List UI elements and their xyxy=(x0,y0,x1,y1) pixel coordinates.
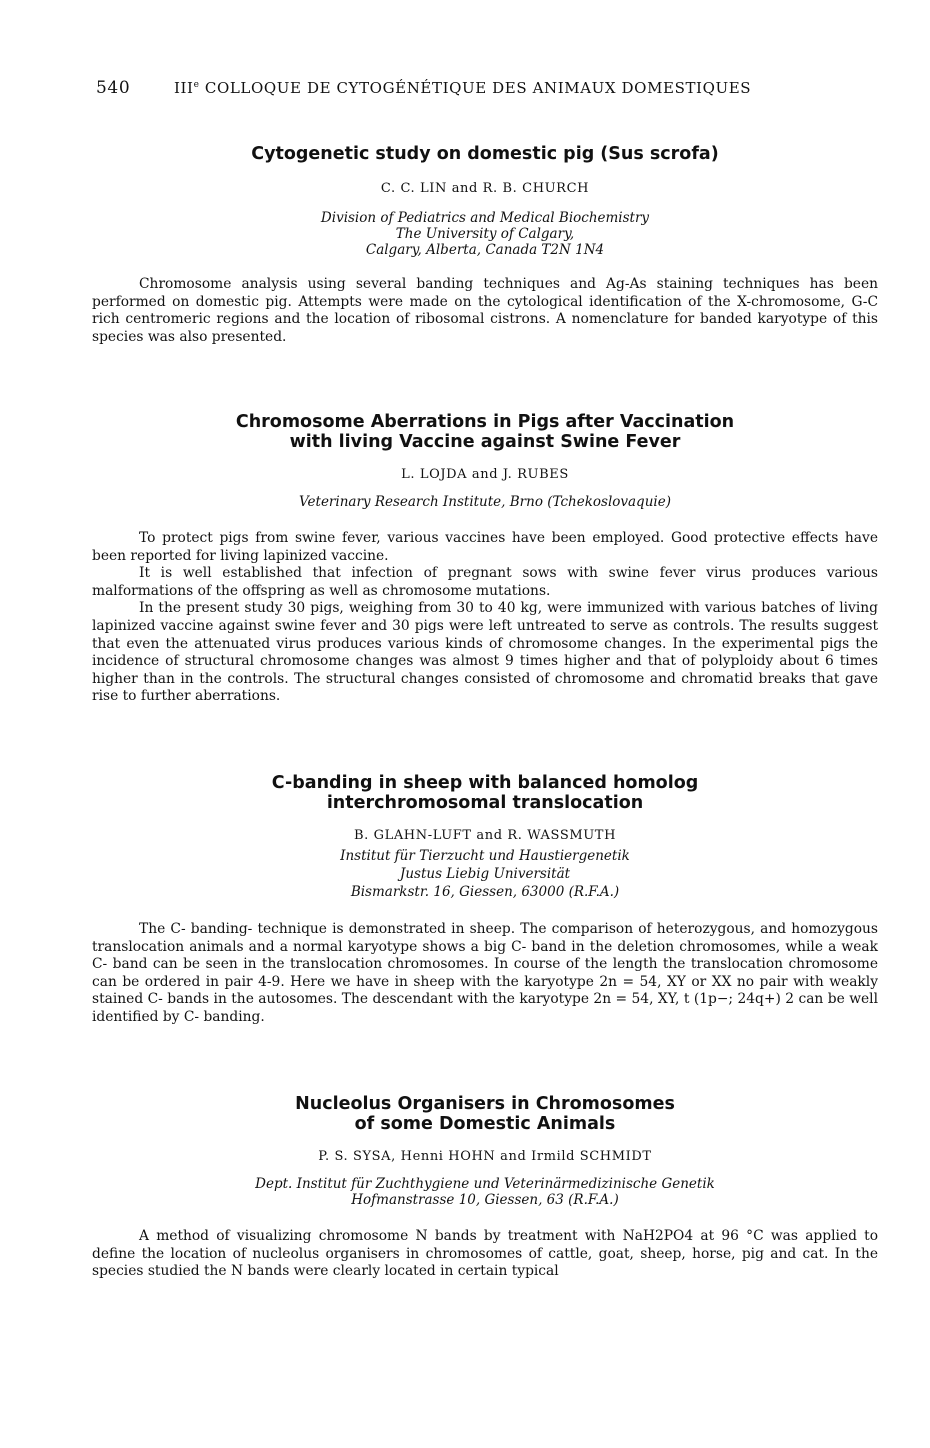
abstract-paragraph: To protect pigs from swine fever, various vaccines have been employed. Good protective effects have been reported for living lapinized vaccine. xyxy=(92,530,878,564)
article-abstract xyxy=(92,276,878,346)
article-1 xyxy=(92,144,878,346)
article-title: C-banding in sheep with balanced homolog interchromosomal translocation xyxy=(271,773,699,813)
abstract-paragraph: Chromosome analysis using several banding techniques and Ag-As staining techniques has been performed on domestic pig. Attempts were made on the cytological identification of the X-chromosome, G-C rich centromeric regions and the location of ribosomal cistrons. A nomenclature for banded karyotype of this species was also presented. xyxy=(92,276,878,345)
article-authors: C. C. LIN and R. B. CHURCH xyxy=(380,181,590,196)
article-2 xyxy=(92,412,878,706)
article-3 xyxy=(92,773,878,1027)
page-number: 540 xyxy=(96,78,131,98)
colloque-roman-number: III xyxy=(174,79,194,97)
article-affiliation: Division of Pediatrics and Medical Biochemistry The University of Calgary, Calgary, Alberta, Canada T2N 1N4 xyxy=(320,210,650,258)
article-authors: P. S. SYSA, Henni HOHN and Irmild SCHMIDT xyxy=(318,1149,652,1164)
article-affiliation: Veterinary Research Institute, Brno (Tchekoslovaquie) xyxy=(299,494,671,510)
running-header xyxy=(96,78,816,98)
article-affiliation: Dept. Institut für Zuchthygiene und Veterinärmedizinische Genetik Hofmanstrasse 10, Giessen, 63 (R.F.A.) xyxy=(255,1176,715,1208)
abstract-paragraph: The C- banding- technique is demonstrated in sheep. The comparison of heterozygous, and homozygous translocation animals and a normal karyotype shows a big C- band in the deletion chromosomes, while a weak C- band can be seen in the translocation chromosomes. In course of the length the translocation chromosome can be ordered in pair 4-9. Here we have in sheep with the karyotype 2n = 54, XY or XX no pair with weakly stained C- bands in the autosomes. The descendant with the karyotype 2n = 54, XY, t (1p−; 24q+) 2 can be well identified by C- banding. xyxy=(92,921,878,1025)
article-title: Cytogenetic study on domestic pig (Sus scrofa) xyxy=(251,144,719,164)
abstract-paragraph: It is well established that infection of pregnant sows with swine fever virus produces various malformations of the offspring as well as chromosome mutations. xyxy=(92,565,878,599)
article-abstract xyxy=(92,1228,878,1281)
article-abstract xyxy=(92,530,878,706)
abstract-paragraph: A method of visualizing chromosome N bands by treatment with NaH2PO4 at 96 °C was applied to define the location of nucleolus organisers in chromosomes of cattle, goat, sheep, horse, pig and cat. In the species studied the N bands were clearly located in certain typical xyxy=(92,1228,878,1280)
colloque-ordinal-superscript: e xyxy=(193,80,200,90)
article-authors: B. GLAHN-LUFT and R. WASSMUTH xyxy=(353,828,617,843)
abstract-paragraph: In the present study 30 pigs, weighing from 30 to 40 kg, were immunized with various batches of living lapinized vaccine against swine fever and 30 pigs were left untreated to serve as controls. The results suggest that even the attenuated virus produces various kinds of chromosome changes. In the experimental pigs the incidence of structural chromosome changes was almost 9 times higher and that of polyploidy about 6 times higher than in the controls. The structural changes consisted of chromosome and chromatid breaks that gave rise to further aberrations. xyxy=(92,600,878,705)
article-title: Chromosome Aberrations in Pigs after Vaccination with living Vaccine against Swine Fever xyxy=(235,412,735,452)
article-affiliation: Institut für Tierzucht und Haustiergenetik Justus Liebig Universität Bismarkstr. 16, Giessen, 63000 (R.F.A.) xyxy=(340,848,630,900)
article-title: Nucleolus Organisers in Chromosomes of some Domestic Animals xyxy=(295,1094,675,1134)
journal-title: COLLOQUE DE CYTOGÉNÉTIQUE DES ANIMAUX DOMESTIQUES xyxy=(204,79,752,97)
article-authors: L. LOJDA and J. RUBES xyxy=(401,467,569,482)
article-4 xyxy=(92,1094,878,1281)
article-abstract xyxy=(92,921,878,1027)
